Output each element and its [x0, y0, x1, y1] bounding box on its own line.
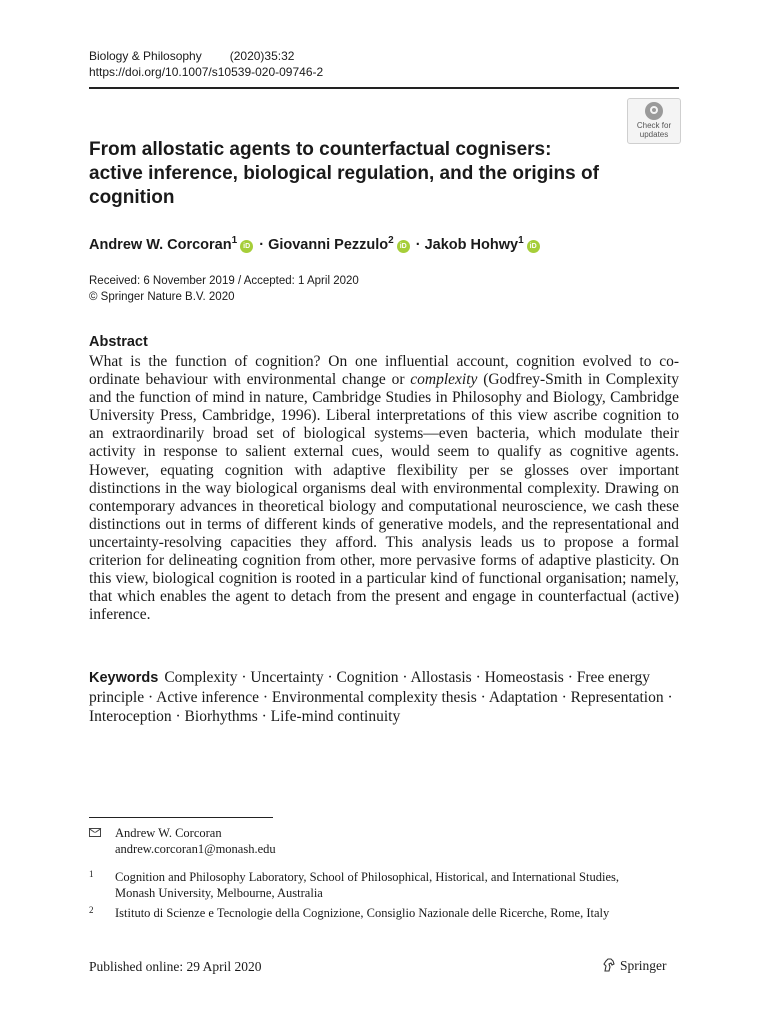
author-separator: ·: [259, 236, 265, 253]
affiliation-number: 1: [89, 869, 94, 879]
badge-line-2: updates: [639, 130, 669, 139]
journal-header: [89, 48, 323, 80]
affiliation: [89, 869, 649, 901]
abstract-part-2: (Godfrey-Smith in Complexity and the function of mind in nature, Cambridge Studies in Philosophy and Biology, Cambridge University Press, Cambridge, 1996). Liberal interpretations of this view ascribe cognition to an extraordinarily broad set of biological systems—even bacteria, which modulate their activity in response to salient external cues, would seem to qualify as cognitive agents. However, equating cognition with adaptive flexibility per se glosses over important distinctions in the way biological organisms deal with environmental complexity. Drawing on contemporary advances in theoretical biology and computational neuroscience, we cash these distinctions out in terms of different kinds of generative models, and the representational and uncertainty-resolving capacities they afford. This analysis leads us to propose a formal criterion for delineating cognition from other, more pervasive forms of adaptive plasticity. On this view, biological cognition is rooted in a particular kind of functional organisation; namely, that which enables the agent to detach from the present and engage in counterfactual (active) inference.: [89, 371, 679, 624]
published-online-date: Published online: 29 April 2020: [89, 959, 262, 974]
corresponding-author-email[interactable]: andrew.corcoran1@monash.edu: [115, 842, 276, 856]
springer-logo: [602, 958, 667, 974]
keywords-label: Keywords: [89, 670, 159, 686]
orcid-icon[interactable]: iD: [240, 240, 253, 253]
corresponding-author-name: Andrew W. Corcoran: [115, 826, 222, 840]
author-affiliation-number: 2: [388, 235, 394, 246]
affiliation-text: Cognition and Philosophy Laboratory, School of Philosophical, Historical, and International Studies, Monash University, Melbourne, Australia: [115, 870, 619, 900]
article-title: From allostatic agents to counterfactual cognisers: active inference, biological regulation, and the origins of cognition: [89, 139, 599, 208]
envelope-icon: [89, 828, 101, 837]
author-separator: ·: [415, 236, 421, 253]
springer-horse-icon: [602, 958, 616, 972]
header-divider: [89, 87, 679, 89]
orcid-icon[interactable]: iD: [527, 240, 540, 253]
journal-name: Biology & Philosophy: [89, 49, 202, 63]
affiliation-text: Istituto di Scienze e Tecnologie della Cognizione, Consiglio Nazionale delle Ricerche, Rome, Italy: [115, 906, 610, 920]
author-affiliation-number: 1: [518, 235, 524, 246]
abstract-part-1: What is the function of cognition? On one influential account, cognition evolved to co-ordinate behaviour with environmental change or: [89, 353, 679, 389]
author-name: Giovanni Pezzulo: [268, 236, 389, 253]
abstract-heading: Abstract: [89, 334, 148, 350]
abstract-emphasis: complexity: [410, 371, 478, 389]
keywords-list: Complexity · Uncertainty · Cognition · Allostasis · Homeostasis · Free energy principle · Active inference · Environmental complexity thesis · Adaptation · Representation · Interoception · Biorhythms · Life-mind continuity: [89, 669, 673, 725]
received-accepted-dates: Received: 6 November 2019 / Accepted: 1 April 2020: [89, 275, 359, 287]
journal-citation: (2020)35:32: [229, 49, 295, 63]
article-dates: [89, 273, 359, 305]
orcid-icon[interactable]: iD: [397, 240, 410, 253]
copyright-notice: © Springer Nature B.V. 2020: [89, 291, 235, 303]
footnote-divider: [89, 817, 273, 818]
doi-link[interactable]: https://doi.org/10.1007/s10539-020-09746-2: [89, 65, 324, 79]
keywords-section: [89, 668, 679, 726]
author-list: [89, 232, 542, 254]
abstract-text: [89, 353, 679, 624]
author-name: Andrew W. Corcoran: [89, 236, 232, 253]
publisher-name: Springer: [620, 958, 667, 973]
affiliation: [89, 905, 649, 921]
check-for-updates-icon: [645, 102, 663, 120]
author-affiliation-number: 1: [231, 235, 238, 246]
badge-line-1: Check for: [636, 121, 672, 130]
affiliation-number: 2: [89, 905, 94, 915]
check-for-updates-badge[interactable]: [627, 98, 681, 144]
corresponding-author: [89, 825, 276, 857]
author-name: Jakob Hohwy: [424, 236, 519, 253]
